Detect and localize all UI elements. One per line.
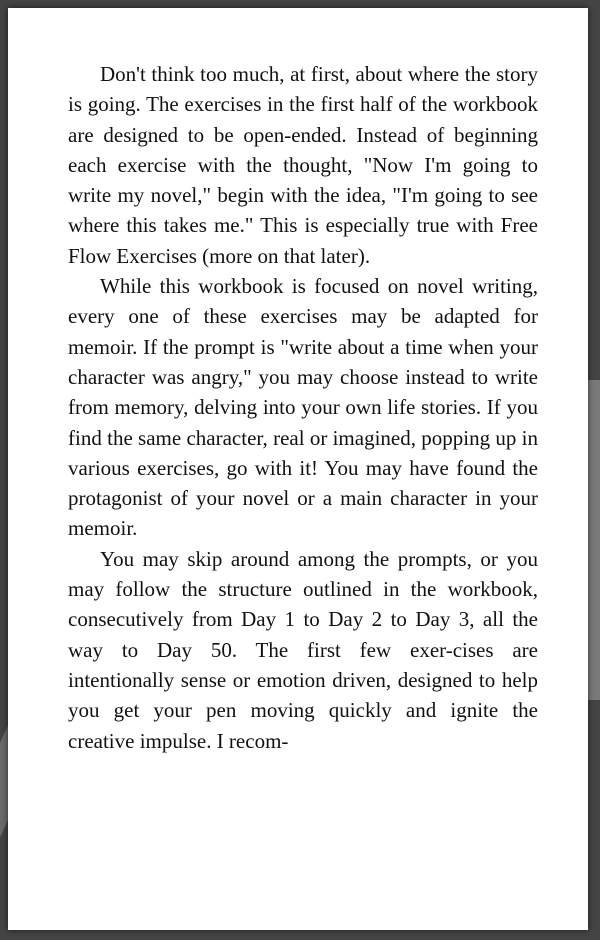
paragraph-3: You may skip around among the prompts, or you may follow the structure outlined in the workbook, consecutively from Day 1 to Day 2 to Day 3, all the way to Day 50. The first few exer-cises are intentionally sense or emotion driven, designed to help you get your pen moving quickly and ignite the creative impulse. I recom-: [68, 546, 538, 753]
book-page[interactable]: [8, 8, 588, 930]
paragraph-2: While this workbook is focused on novel writing, every one of these exercises may be adapted for memoir. If the prompt is "write about a time when your character was angry," you may choose instead to write from memory, delving into your own life stories. If you find the same character, real or imagined, popping up in various exercises, go with it! You may have found the protagonist of your novel or a main character in your memoir.: [68, 274, 538, 541]
paragraph-1: Don't think too much, at first, about where the story is going. The exercises in the first half of the workbook are designed to be open-ended. Instead of beginning each exercise with the thought, "Now I'm going to write my novel," begin with the idea, "I'm going to see where this takes me." This is especially true with Free Flow Exercises (more on that later).: [68, 62, 538, 268]
page-body-text: [68, 59, 538, 756]
